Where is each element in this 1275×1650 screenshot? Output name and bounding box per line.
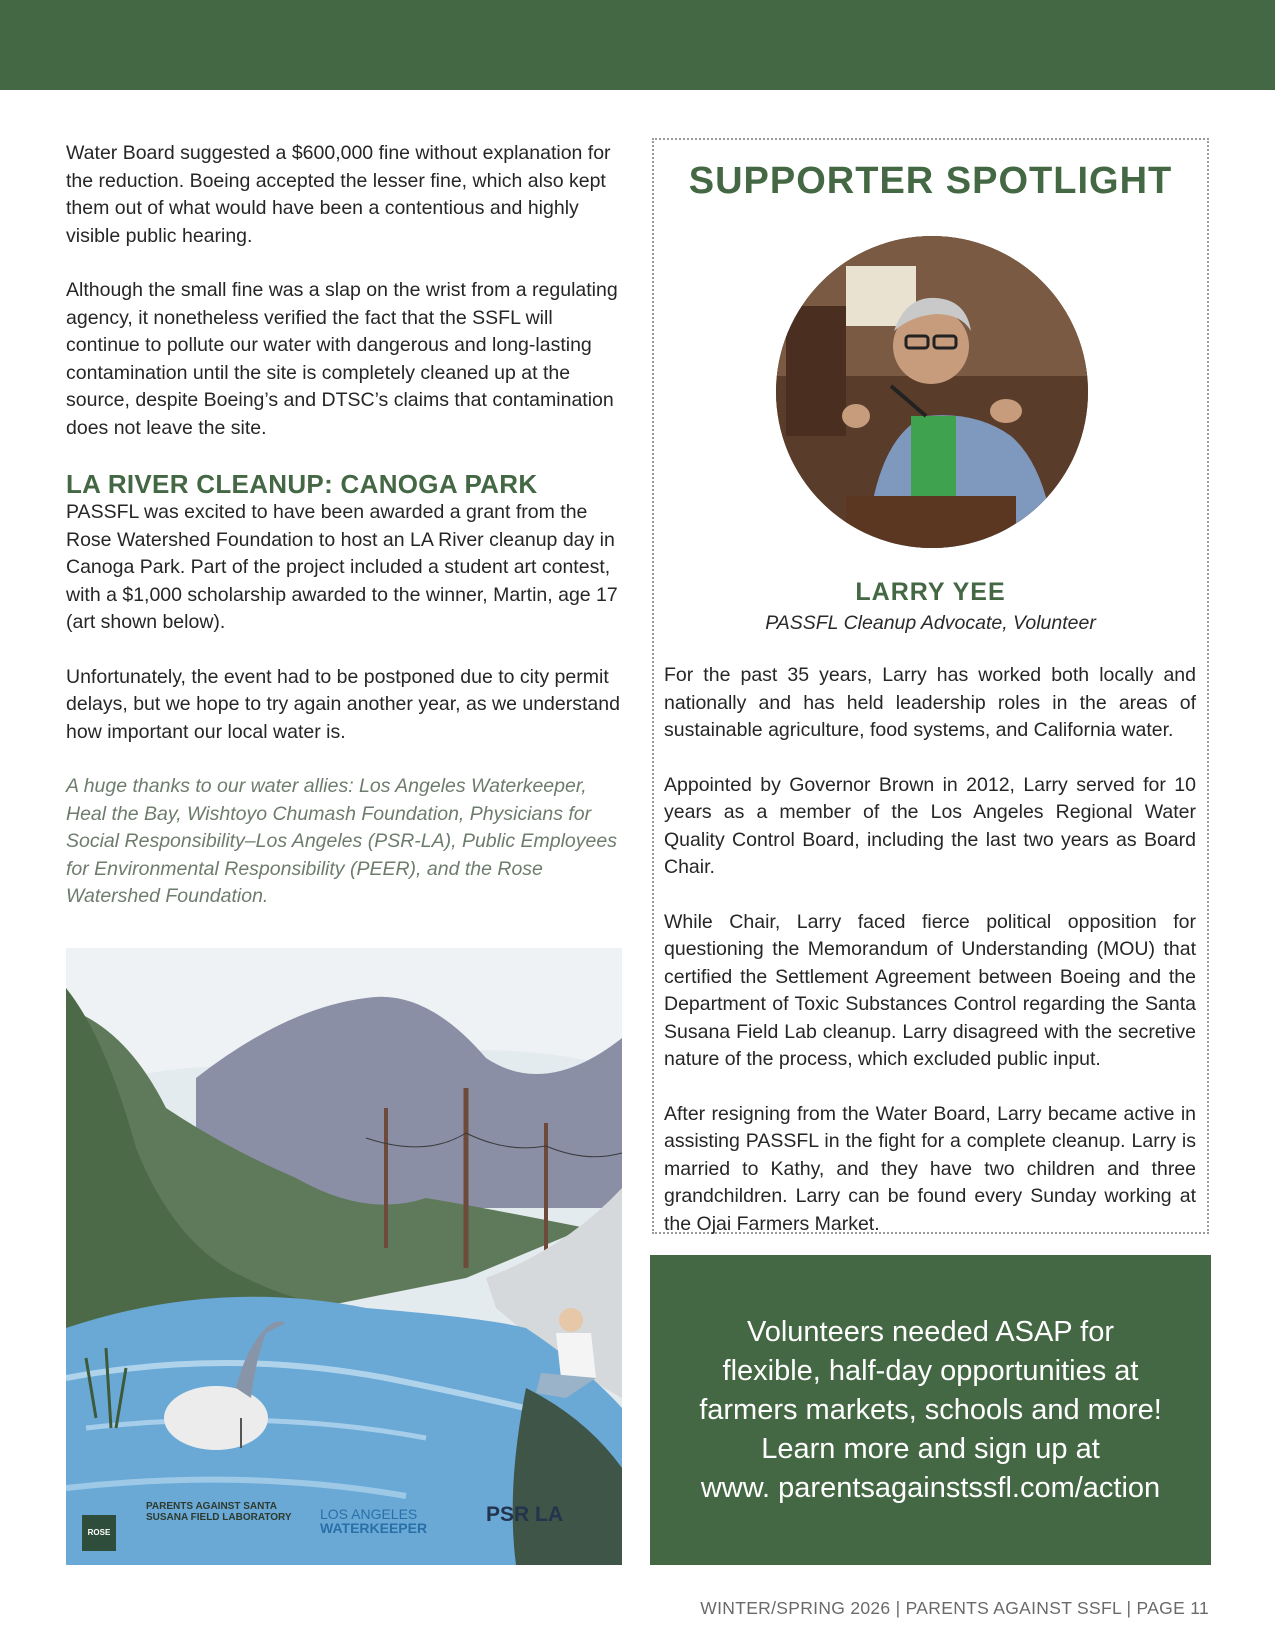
volunteer-line-2: flexible, half-day opportunities at [722,1354,1139,1387]
page-footer: WINTER/SPRING 2026 | PARENTS AGAINST SSFL | PAGE 11 [700,1598,1209,1618]
bio-paragraph-2: Appointed by Governor Brown in 2012, Larry served for 10 years as a member of the Los Angeles Regional Water Quality Control Board, including the last two years as Board Chair. [664,773,1196,878]
thanks-note: A huge thanks to our water allies: Los Angeles Waterkeeper, Heal the Bay, Wishtoyo Chumash Foundation, Physicians for Social Responsibility–Los Angeles (PSR-LA), Public Employees for Environmental Responsibility (PEER), and the Rose Watershed Foundation. [66,775,617,907]
supporter-name: LARRY YEE [855,578,1006,606]
section-heading: LA RIVER CLEANUP: CANOGA PARK [66,469,538,499]
volunteer-line-3: farmers markets, schools and more! [699,1393,1162,1426]
supporter-bio [664,662,1196,1265]
waterkeeper-logo-line2: WATERKEEPER [320,1520,428,1536]
article-paragraph-2: Although the small fine was a slap on the wrist from a regulating agency, it nonetheless verified the fact that the SSFL will continue to pollute our water with dangerous and long-lasting contamination until the site is completely cleaned up at the source, despite Boeing’s and DTSC’s claims that contamination does not leave the site. [66,279,618,439]
spotlight-title: SUPPORTER SPOTLIGHT [688,160,1173,202]
psr-la-logo: PSR LA [486,1503,564,1526]
bio-paragraph-1: For the past 35 years, Larry has worked both locally and nationally and has held leadership roles in the areas of sustainable agriculture, food systems, and California water. [664,664,1196,741]
student-artwork [66,948,622,1565]
river-painting [66,948,622,1565]
bio-paragraph-3: While Chair, Larry faced fierce political opposition for questioning the Memorandum of Understanding (MOU) that certified the Settlement Agreement between Boeing and the Department of Toxic Substances Control regarding the Santa Susana Field Lab cleanup. Larry disagreed with the secretive nature of the process, which excluded public input. [664,910,1196,1070]
supporter-spotlight-box [652,138,1209,1234]
volunteer-url[interactable]: www. parentsagainstssfl.com/action [700,1471,1161,1504]
waterkeeper-logo [320,1507,427,1535]
article-column [66,140,626,911]
portrait-illustration [776,236,1088,548]
article-paragraph-3: PASSFL was excited to have been awarded a grant from the Rose Watershed Foundation to host an LA River cleanup day in Canoga Park. Part of the project included a student art contest, with a $1,000 scholarship awarded to the winner, Martin, age 17 (art shown below). [66,501,618,633]
volunteer-line-1: Volunteers needed ASAP for [746,1315,1115,1348]
waterkeeper-logo-line1: LOS ANGELES [320,1506,418,1522]
volunteer-callout [650,1255,1211,1565]
article-paragraph-1: Water Board suggested a $600,000 fine without explanation for the reduction. Boeing accepted the lesser fine, which also kept them out of what would have been a contentious and highly visible public hearing. [66,142,611,247]
passfl-logo: PARENTS AGAINST SANTA SUSANA FIELD LABORATORY [146,1501,292,1523]
header-band [0,0,1275,90]
sponsor-logos [66,1485,622,1565]
volunteer-line-4: Learn more and sign up at [761,1432,1100,1465]
larry-yee-portrait [776,236,1088,548]
bio-paragraph-4: After resigning from the Water Board, Larry became active in assisting PASSFL in the fight for a complete cleanup. Larry is married to Kathy, and they have two children and three grandchildren. Larry can be found every Sunday working at the Ojai Farmers Market. [664,1102,1196,1235]
rose-foundation-logo: ROSE [82,1515,116,1551]
article-paragraph-4: Unfortunately, the event had to be postponed due to city permit delays, but we hope to try again another year, as we understand how important our local water is. [66,665,620,743]
supporter-role: PASSFL Cleanup Advocate, Volunteer [765,612,1096,634]
